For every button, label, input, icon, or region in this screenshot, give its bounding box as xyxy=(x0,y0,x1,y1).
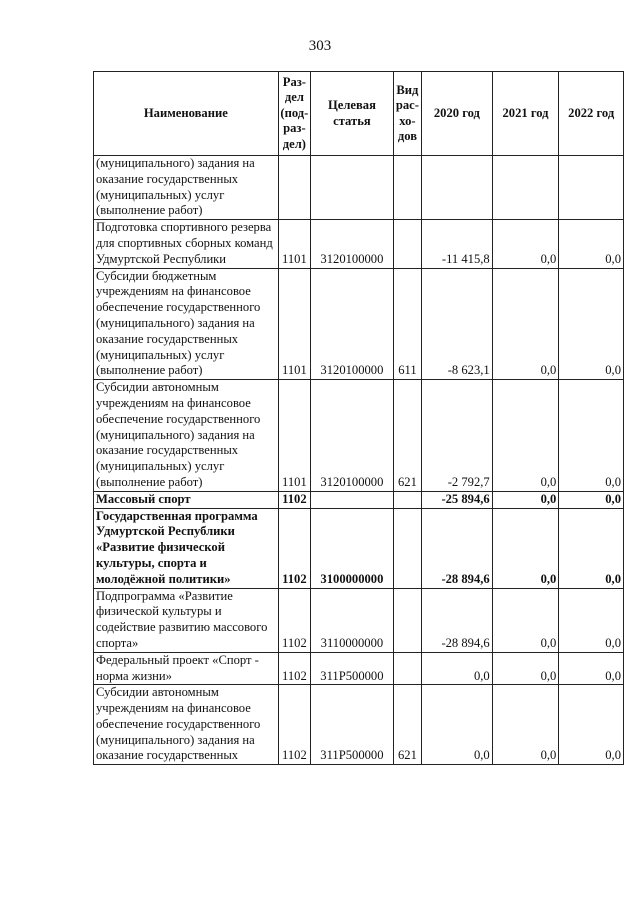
row-section: 1101 xyxy=(278,220,310,268)
table-row xyxy=(94,508,624,588)
row-expense-type xyxy=(393,588,421,652)
row-target: 3120100000 xyxy=(311,268,394,380)
row-2020: -28 894,6 xyxy=(422,508,493,588)
table-row xyxy=(94,652,624,685)
row-2021: 0,0 xyxy=(492,491,559,508)
row-name: Государственная программа Удмуртской Республики «Развитие физической культуры, спорта и молодёжной политики» xyxy=(94,508,279,588)
row-section xyxy=(278,156,310,220)
row-2022: 0,0 xyxy=(559,268,624,380)
row-2022: 0,0 xyxy=(559,491,624,508)
row-name: Массовый спорт xyxy=(94,491,279,508)
row-name: Субсидии автономным учреждениям на финансовое обеспечение государственного (муниципального) задания на оказание государственных xyxy=(94,685,279,765)
row-expense-type xyxy=(393,508,421,588)
row-2020: -25 894,6 xyxy=(422,491,493,508)
table-header-row xyxy=(94,72,624,156)
row-name: Подготовка спортивного резерва для спортивных сборных команд Удмуртской Республики xyxy=(94,220,279,268)
row-target: 3100000000 xyxy=(311,508,394,588)
row-section: 1102 xyxy=(278,491,310,508)
row-2021: 0,0 xyxy=(492,268,559,380)
row-2020: -8 623,1 xyxy=(422,268,493,380)
row-section: 1101 xyxy=(278,380,310,492)
row-expense-type: 621 xyxy=(393,685,421,765)
row-2022: 0,0 xyxy=(559,508,624,588)
row-target: 3110000000 xyxy=(311,588,394,652)
row-expense-type xyxy=(393,156,421,220)
row-section: 1102 xyxy=(278,685,310,765)
header-expense-type: Вид рас- хо- дов xyxy=(393,72,421,156)
header-target: Целевая статья xyxy=(311,72,394,156)
row-2020: -28 894,6 xyxy=(422,588,493,652)
row-section: 1101 xyxy=(278,268,310,380)
table-row xyxy=(94,588,624,652)
row-name: Подпрограмма «Развитие физической культуры и содействие развитию массового спорта» xyxy=(94,588,279,652)
row-target: 3120100000 xyxy=(311,380,394,492)
row-2020: -2 792,7 xyxy=(422,380,493,492)
table-row xyxy=(94,380,624,492)
row-name: (муниципального) задания на оказание государственных (муниципальных) услуг (выполнение работ) xyxy=(94,156,279,220)
row-2020: -11 415,8 xyxy=(422,220,493,268)
row-2021: 0,0 xyxy=(492,220,559,268)
row-2021: 0,0 xyxy=(492,685,559,765)
row-2022: 0,0 xyxy=(559,652,624,685)
row-target: 311P500000 xyxy=(311,685,394,765)
row-2020: 0,0 xyxy=(422,685,493,765)
table-row xyxy=(94,268,624,380)
row-target: 311P500000 xyxy=(311,652,394,685)
row-expense-type xyxy=(393,491,421,508)
table-row xyxy=(94,685,624,765)
row-2022 xyxy=(559,156,624,220)
header-name: Наименование xyxy=(94,72,279,156)
row-name: Субсидии автономным учреждениям на финансовое обеспечение государственного (муниципального) задания на оказание государственных (муниципальных) услуг (выполнение работ) xyxy=(94,380,279,492)
row-2020: 0,0 xyxy=(422,652,493,685)
row-expense-type xyxy=(393,652,421,685)
row-2022: 0,0 xyxy=(559,588,624,652)
table-row xyxy=(94,491,624,508)
table-row xyxy=(94,156,624,220)
row-2021: 0,0 xyxy=(492,652,559,685)
row-section: 1102 xyxy=(278,588,310,652)
row-2021: 0,0 xyxy=(492,508,559,588)
budget-table xyxy=(93,71,624,765)
header-2020: 2020 год xyxy=(422,72,493,156)
header-2021: 2021 год xyxy=(492,72,559,156)
row-target: 3120100000 xyxy=(311,220,394,268)
row-target xyxy=(311,491,394,508)
row-expense-type: 611 xyxy=(393,268,421,380)
row-2022: 0,0 xyxy=(559,685,624,765)
row-2021 xyxy=(492,156,559,220)
row-name: Федеральный проект «Спорт - норма жизни» xyxy=(94,652,279,685)
row-name: Субсидии бюджетным учреждениям на финансовое обеспечение государственного (муниципального) задания на оказание государственных (муниципальных) услуг (выполнение работ) xyxy=(94,268,279,380)
header-2022: 2022 год xyxy=(559,72,624,156)
page-number: 303 xyxy=(308,38,332,54)
row-section: 1102 xyxy=(278,508,310,588)
row-2020 xyxy=(422,156,493,220)
row-2021: 0,0 xyxy=(492,380,559,492)
row-2021: 0,0 xyxy=(492,588,559,652)
row-2022: 0,0 xyxy=(559,220,624,268)
row-target xyxy=(311,156,394,220)
row-2022: 0,0 xyxy=(559,380,624,492)
row-expense-type xyxy=(393,220,421,268)
header-section: Раз- дел (под- раз- дел) xyxy=(278,72,310,156)
table-row xyxy=(94,220,624,268)
row-expense-type: 621 xyxy=(393,380,421,492)
row-section: 1102 xyxy=(278,652,310,685)
